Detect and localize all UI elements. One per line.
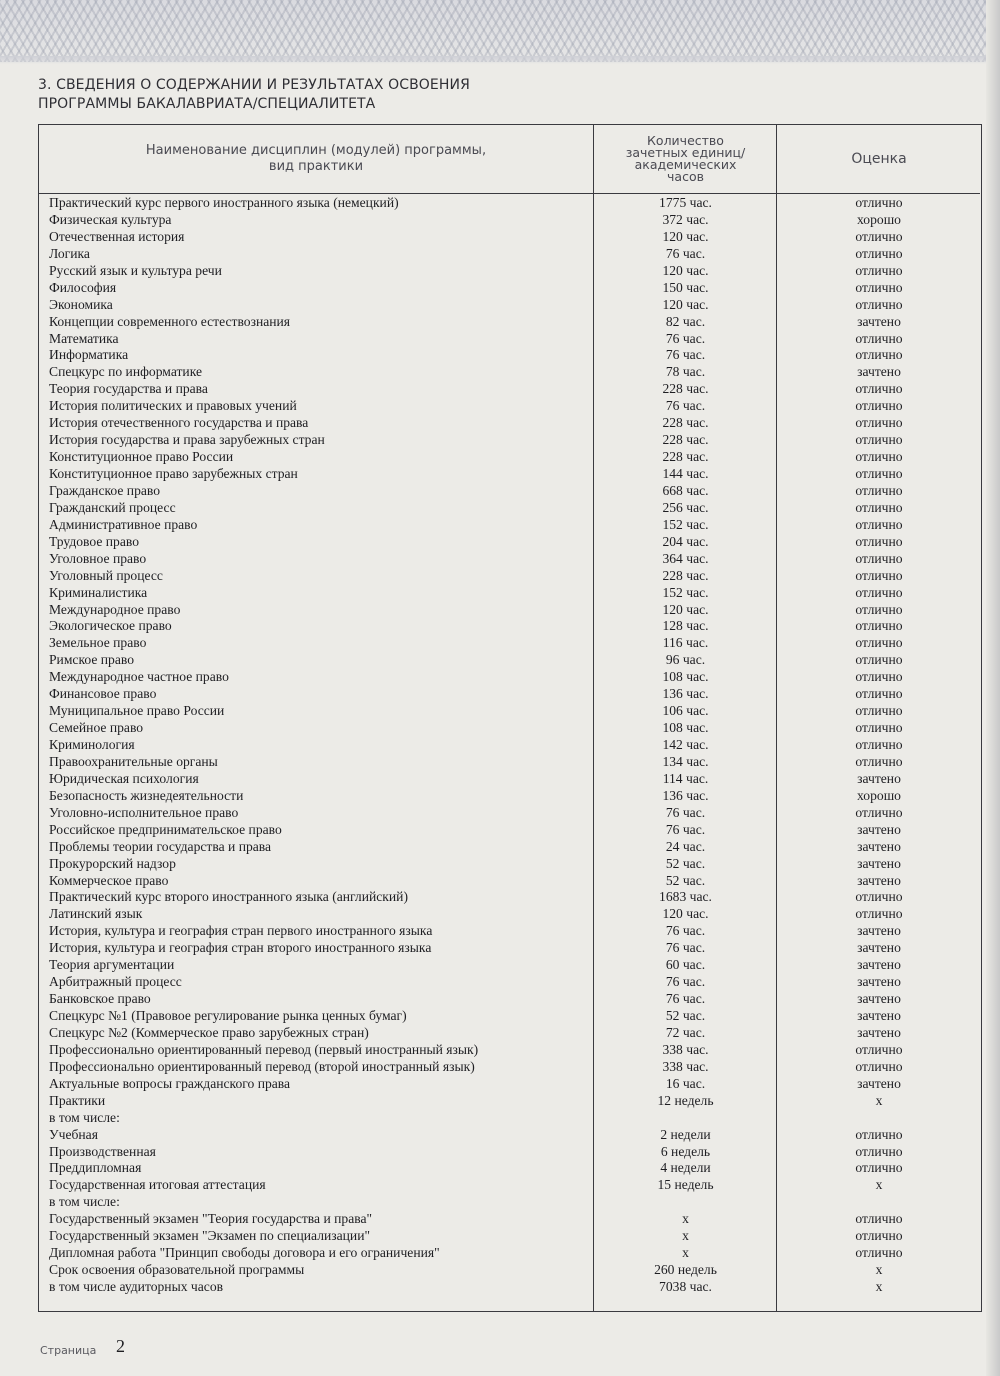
discipline-name: Уголовный процесс — [49, 567, 163, 583]
discipline-grade: отлично — [855, 601, 903, 617]
discipline-quantity: 150 час. — [662, 279, 709, 295]
discipline-grade: отлично — [855, 1245, 903, 1261]
discipline-name: Теория государства и права — [49, 381, 208, 397]
discipline-name: Прокурорский надзор — [49, 855, 176, 871]
discipline-grade: отлично — [855, 889, 903, 905]
table-row — [39, 263, 980, 280]
table-row — [39, 585, 980, 602]
discipline-grade: отлично — [855, 245, 903, 261]
table-row — [39, 602, 980, 619]
discipline-name: История, культура и география стран второго иностранного языка — [49, 940, 432, 956]
discipline-name: Арбитражный процесс — [49, 974, 182, 990]
discipline-name: Физическая культура — [49, 211, 172, 227]
discipline-grade: отлично — [855, 533, 903, 549]
discipline-name: Практический курс второго иностранного языка (английский) — [49, 889, 408, 905]
discipline-grade: зачтено — [857, 1008, 901, 1023]
discipline-quantity: 24 час. — [665, 838, 706, 854]
discipline-grade: отлично — [855, 449, 903, 465]
discipline-quantity: 108 час. — [662, 669, 709, 685]
discipline-name: Уголовно-исполнительное право — [49, 804, 239, 820]
discipline-quantity: 16 час. — [665, 1075, 706, 1091]
discipline-name: Спецкурс №1 (Правовое регулирование рынка ценных бумаг) — [49, 1008, 407, 1023]
page-edge-shadow — [986, 0, 1000, 1376]
discipline-name: Проблемы теории государства и права — [49, 838, 272, 854]
table-row — [39, 449, 980, 466]
discipline-name: Криминалистика — [49, 584, 148, 600]
discipline-name: Конституционное право зарубежных стран — [49, 466, 298, 481]
discipline-quantity: 4 недели — [660, 1160, 711, 1176]
table-row — [39, 1144, 980, 1161]
discipline-name: Криминология — [49, 737, 135, 752]
discipline-name: Дипломная работа "Принцип свободы договора и его ограничения" — [49, 1245, 440, 1261]
discipline-name: в том числе: — [49, 1109, 120, 1125]
discipline-quantity: 120 час. — [662, 296, 709, 312]
discipline-quantity: 76 час. — [665, 923, 706, 939]
discipline-name: Информатика — [49, 347, 129, 363]
discipline-quantity: 72 час. — [665, 1024, 706, 1040]
discipline-name: История государства и права зарубежных стран — [49, 432, 325, 448]
discipline-quantity: 76 час. — [665, 991, 706, 1007]
discipline-grade: отлично — [855, 1058, 903, 1074]
discipline-grade: хорошо — [857, 211, 901, 227]
discipline-quantity: 1775 час. — [659, 195, 712, 210]
discipline-quantity: 52 час. — [665, 855, 706, 871]
discipline-name: Спецкурс по информатике — [49, 364, 203, 380]
table-row — [39, 1211, 980, 1228]
discipline-quantity: 76 час. — [665, 347, 706, 363]
table-row — [39, 1262, 980, 1279]
table-header-row — [39, 125, 980, 194]
discipline-grade: x — [875, 1279, 883, 1294]
section-heading-line-2: ПРОГРАММЫ БАКАЛАВРИАТА/СПЕЦИАЛИТЕТА — [38, 96, 376, 112]
discipline-grade: отлично — [855, 703, 903, 719]
discipline-quantity: 128 час. — [662, 618, 709, 634]
discipline-grade: отлично — [855, 635, 903, 651]
discipline-grade: отлично — [855, 296, 903, 312]
table-row — [39, 1110, 980, 1127]
table-row — [39, 1042, 980, 1059]
discipline-name: в том числе: — [49, 1194, 120, 1210]
discipline-grade: отлично — [855, 499, 903, 515]
table-row — [39, 347, 980, 364]
discipline-name: Муниципальное право России — [49, 703, 225, 719]
table-row — [39, 195, 980, 212]
table-row — [39, 788, 980, 805]
table-row — [39, 974, 980, 991]
discipline-grade: отлично — [855, 330, 903, 346]
table-row — [39, 618, 980, 635]
discipline-name: Международное право — [49, 601, 181, 617]
table-row — [39, 906, 980, 923]
discipline-quantity: x — [682, 1211, 689, 1227]
table-row — [39, 432, 980, 449]
discipline-grade: отлично — [855, 1143, 903, 1159]
discipline-name: Административное право — [49, 516, 198, 532]
discipline-name: Практики — [49, 1092, 106, 1108]
table-row — [39, 839, 980, 856]
discipline-quantity: x — [682, 1228, 689, 1244]
discipline-grade: зачтено — [857, 940, 901, 956]
table-row — [39, 1127, 980, 1144]
discipline-name: Производственная — [49, 1143, 156, 1159]
table-row — [39, 297, 980, 314]
table-row — [39, 1194, 980, 1211]
discipline-name: Концепции современного естествознания — [49, 313, 291, 329]
table-row — [39, 246, 980, 263]
discipline-grade: отлично — [855, 567, 903, 583]
discipline-quantity: 76 час. — [665, 398, 706, 414]
discipline-name: Земельное право — [49, 635, 147, 651]
discipline-grade: зачтено — [857, 991, 901, 1007]
table-row — [39, 517, 980, 534]
discipline-quantity: 82 час. — [665, 313, 706, 329]
discipline-grade: зачтено — [857, 974, 901, 990]
discipline-name: История отечественного государства и права — [49, 415, 309, 431]
discipline-grade: отлично — [855, 398, 903, 414]
discipline-grade: отлично — [855, 1041, 903, 1057]
discipline-grade: зачтено — [857, 364, 901, 380]
table-row — [39, 1160, 980, 1177]
discipline-name: Экономика — [49, 296, 113, 312]
table-row — [39, 415, 980, 432]
table-row — [39, 1228, 980, 1245]
discipline-name: Русский язык и культура речи — [49, 262, 222, 278]
discipline-name: Профессионально ориентированный перевод (первый иностранный язык) — [49, 1041, 479, 1057]
discipline-name: Философия — [49, 279, 117, 295]
table-row — [39, 957, 980, 974]
discipline-grade: отлично — [855, 737, 903, 752]
table-row — [39, 635, 980, 652]
table-row — [39, 686, 980, 703]
table-row — [39, 940, 980, 957]
discipline-grade: зачтено — [857, 313, 901, 329]
discipline-quantity: 120 час. — [662, 601, 709, 617]
table-row — [39, 1093, 980, 1110]
discipline-name: Математика — [49, 330, 119, 346]
discipline-name: Гражданский процесс — [49, 499, 176, 515]
discipline-grade: отлично — [855, 415, 903, 431]
table-row — [39, 483, 980, 500]
discipline-name: Банковское право — [49, 991, 151, 1007]
table-row — [39, 754, 980, 771]
discipline-name: Латинский язык — [49, 906, 143, 922]
discipline-name: Учебная — [49, 1126, 98, 1142]
table-row — [39, 1025, 980, 1042]
discipline-grade: отлично — [855, 347, 903, 363]
discipline-grade: отлично — [855, 466, 903, 481]
discipline-quantity: 120 час. — [662, 228, 709, 244]
discipline-name: Российское предпринимательское право — [49, 821, 282, 837]
discipline-quantity: 152 час. — [662, 516, 709, 532]
discipline-quantity: 364 час. — [662, 550, 709, 566]
security-pattern-band — [0, 0, 1000, 62]
table-row — [39, 703, 980, 720]
discipline-quantity: 260 недель — [654, 1262, 717, 1278]
discipline-quantity: 668 час. — [662, 482, 709, 498]
discipline-quantity: 228 час. — [662, 381, 709, 397]
discipline-grade: x — [875, 1092, 883, 1108]
discipline-quantity: 76 час. — [665, 821, 706, 837]
discipline-grade: отлично — [855, 753, 903, 769]
page-number: 2 — [116, 1336, 125, 1356]
discipline-quantity: 142 час. — [662, 737, 709, 752]
discipline-quantity: 134 час. — [662, 753, 709, 769]
table-row — [39, 889, 980, 906]
discipline-grade: отлично — [855, 584, 903, 600]
table-row — [39, 1076, 980, 1093]
discipline-quantity: 76 час. — [665, 245, 706, 261]
discipline-quantity: 96 час. — [665, 652, 706, 668]
discipline-grade: отлично — [855, 1126, 903, 1142]
discipline-quantity: 152 час. — [662, 584, 709, 600]
discipline-grade: отлично — [855, 1160, 903, 1176]
discipline-quantity: 228 час. — [662, 567, 709, 583]
discipline-name: Государственный экзамен "Экзамен по специализации" — [49, 1228, 371, 1244]
table-row — [39, 737, 980, 754]
discipline-quantity: 76 час. — [665, 330, 706, 346]
discipline-name: Актуальные вопросы гражданского права — [49, 1075, 291, 1091]
discipline-quantity: 338 час. — [662, 1058, 709, 1074]
discipline-name: Практический курс первого иностранного языка (немецкий) — [49, 195, 399, 210]
discipline-name: Теория аргументации — [49, 957, 175, 973]
discipline-grade: отлично — [855, 550, 903, 566]
discipline-name: Гражданское право — [49, 482, 161, 498]
discipline-name: Конституционное право России — [49, 449, 234, 465]
table-row — [39, 534, 980, 551]
discipline-quantity: 116 час. — [662, 635, 709, 651]
discipline-grade: отлично — [855, 432, 903, 448]
discipline-name: Государственный экзамен "Теория государства и права" — [49, 1211, 373, 1227]
discipline-grade: отлично — [855, 1211, 903, 1227]
table-row — [39, 923, 980, 940]
discipline-quantity: 228 час. — [662, 415, 709, 431]
discipline-grade: отлично — [855, 669, 903, 685]
header-quantity: Количество зачетных единиц/ академических часов — [625, 133, 746, 184]
table-row — [39, 1177, 980, 1194]
table-row — [39, 466, 980, 483]
discipline-quantity: 372 час. — [662, 211, 709, 227]
discipline-name: История, культура и география стран первого иностранного языка — [49, 923, 433, 939]
table-row — [39, 551, 980, 568]
discipline-name: Уголовное право — [49, 550, 147, 566]
section-heading-line-1: 3. СВЕДЕНИЯ О СОДЕРЖАНИИ И РЕЗУЛЬТАТАХ ОСВОЕНИЯ — [38, 77, 470, 93]
discipline-grade: отлично — [855, 720, 903, 736]
table-row — [39, 500, 980, 517]
header-grade: Оценка — [851, 151, 907, 167]
table-row — [39, 331, 980, 348]
table-row — [39, 991, 980, 1008]
discipline-quantity: 2 недели — [660, 1126, 711, 1142]
table-row — [39, 822, 980, 839]
discipline-quantity: 228 час. — [662, 449, 709, 465]
discipline-grade: отлично — [855, 652, 903, 668]
table-row — [39, 314, 980, 331]
discipline-grade: зачтено — [857, 770, 901, 786]
discipline-name: Семейное право — [49, 720, 144, 736]
discipline-quantity: 52 час. — [665, 1008, 706, 1023]
discipline-grade: отлично — [855, 1228, 903, 1244]
discipline-quantity: 120 час. — [662, 262, 709, 278]
discipline-grade: зачтено — [857, 872, 901, 888]
table-row — [39, 1245, 980, 1262]
discipline-grade: отлично — [855, 381, 903, 397]
table-row — [39, 381, 980, 398]
discipline-name: Логика — [49, 245, 90, 261]
discipline-name: в том числе аудиторных часов — [49, 1279, 224, 1294]
discipline-quantity: 144 час. — [662, 466, 709, 481]
header-discipline-name: Наименование дисциплин (модулей) программы, вид практики — [145, 143, 487, 174]
discipline-quantity: 15 недель — [657, 1177, 714, 1193]
discipline-quantity: 7038 час. — [659, 1279, 712, 1294]
discipline-name: Коммерческое право — [49, 872, 169, 888]
discipline-grade: отлично — [855, 482, 903, 498]
discipline-grade: отлично — [855, 516, 903, 532]
discipline-grade: отлично — [855, 906, 903, 922]
discipline-quantity: 108 час. — [662, 720, 709, 736]
table-row — [39, 1008, 980, 1025]
discipline-quantity: 12 недель — [657, 1092, 714, 1108]
discipline-name: Финансовое право — [49, 686, 157, 702]
table-row — [39, 669, 980, 686]
discipline-name: Правоохранительные органы — [49, 753, 218, 769]
discipline-quantity: 78 час. — [665, 364, 706, 380]
discipline-quantity: 76 час. — [665, 804, 706, 820]
discipline-name: Римское право — [49, 652, 135, 668]
discipline-quantity: 204 час. — [662, 533, 709, 549]
discipline-grade: зачтено — [857, 923, 901, 939]
table-row — [39, 1059, 980, 1076]
discipline-name: Трудовое право — [49, 533, 140, 549]
discipline-quantity: x — [682, 1245, 689, 1261]
discipline-grade: отлично — [855, 686, 903, 702]
discipline-quantity: 76 час. — [665, 974, 706, 990]
discipline-grade: отлично — [855, 279, 903, 295]
discipline-grade: зачтено — [857, 821, 901, 837]
discipline-quantity: 256 час. — [662, 499, 709, 515]
table-row — [39, 720, 980, 737]
discipline-grade: зачтено — [857, 1075, 901, 1091]
table-row — [39, 280, 980, 297]
discipline-grade: отлично — [855, 228, 903, 244]
discipline-name: Юридическая психология — [49, 770, 199, 786]
discipline-name: История политических и правовых учений — [49, 398, 297, 414]
discipline-grade: зачтено — [857, 855, 901, 871]
discipline-quantity: 136 час. — [662, 787, 709, 803]
table-row — [39, 873, 980, 890]
discipline-grade: зачтено — [857, 957, 901, 973]
discipline-name: Экологическое право — [49, 618, 172, 634]
discipline-name: Безопасность жизнедеятельности — [49, 787, 244, 803]
discipline-name: Спецкурс №2 (Коммерческое право зарубежных стран) — [49, 1024, 369, 1040]
table-body — [39, 195, 980, 1296]
discipline-quantity: 60 час. — [665, 957, 706, 973]
discipline-grade: зачтено — [857, 1024, 901, 1040]
table-row — [39, 364, 980, 381]
discipline-grade: x — [875, 1177, 883, 1193]
table-row — [39, 229, 980, 246]
section-heading — [38, 76, 470, 114]
discipline-name: Международное частное право — [49, 669, 229, 685]
discipline-grade: отлично — [855, 618, 903, 634]
table-row — [39, 805, 980, 822]
discipline-quantity: 120 час. — [662, 906, 709, 922]
page-label: Страница — [40, 1344, 97, 1357]
discipline-grade: отлично — [855, 804, 903, 820]
discipline-grade: отлично — [855, 262, 903, 278]
discipline-quantity: 6 недель — [660, 1143, 711, 1159]
discipline-name: Государственная итоговая аттестация — [49, 1177, 266, 1193]
discipline-quantity: 1683 час. — [659, 889, 712, 905]
table-row — [39, 398, 980, 415]
discipline-quantity: 228 час. — [662, 432, 709, 448]
discipline-quantity: 338 час. — [662, 1041, 709, 1057]
discipline-name: Преддипломная — [49, 1160, 142, 1176]
discipline-name: Профессионально ориентированный перевод (второй иностранный язык) — [49, 1058, 475, 1074]
discipline-name: Срок освоения образовательной программы — [49, 1262, 305, 1278]
table-row — [39, 856, 980, 873]
security-pattern-edge — [0, 56, 1000, 64]
table-row — [39, 212, 980, 229]
discipline-grade: x — [875, 1262, 883, 1278]
discipline-quantity: 114 час. — [662, 770, 709, 786]
discipline-grade: хорошо — [857, 787, 901, 803]
discipline-quantity: 106 час. — [662, 703, 709, 719]
discipline-quantity: 76 час. — [665, 940, 706, 956]
table-row — [39, 568, 980, 585]
discipline-quantity: 52 час. — [665, 872, 706, 888]
discipline-grade: отлично — [855, 195, 903, 210]
disciplines-table — [38, 124, 982, 1312]
discipline-name: Отечественная история — [49, 228, 185, 244]
discipline-quantity: 136 час. — [662, 686, 709, 702]
discipline-grade: зачтено — [857, 838, 901, 854]
table-row — [39, 652, 980, 669]
table-row — [39, 1279, 980, 1296]
table-row — [39, 771, 980, 788]
